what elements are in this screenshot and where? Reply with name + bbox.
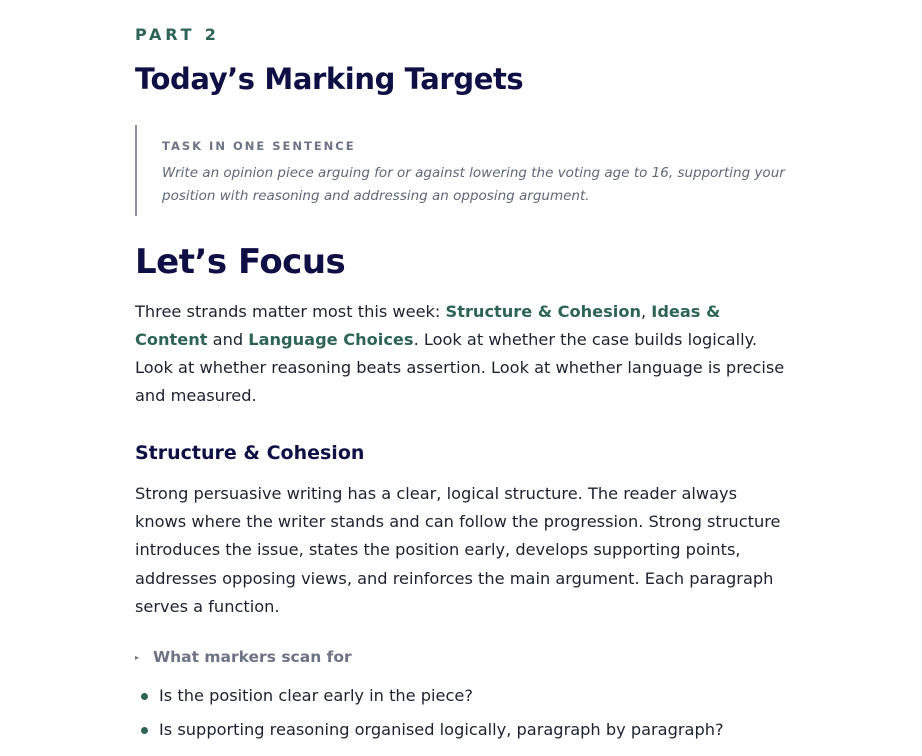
list-item-text: Is supporting reasoning organised logically, paragraph by paragraph? <box>159 720 724 739</box>
markers-list <box>135 682 790 750</box>
focus-intro <box>135 298 790 410</box>
markers-disclosure-toggle[interactable] <box>135 648 352 666</box>
strand-language-choices: Language Choices <box>248 330 414 349</box>
disclosure-label: What markers scan for <box>153 648 352 666</box>
strand-structure-cohesion: Structure & Cohesion <box>445 302 641 321</box>
section-body: Strong persuasive writing has a clear, logical structure. The reader always knows where the writer stands and can follow the progression. Strong structure introduces the issue, states the position early, develops supporting points, addresses opposing views, and reinforces the main argument. Each paragraph serves a function. <box>135 484 781 616</box>
bullet-dot-icon <box>141 727 148 734</box>
task-text: Write an opinion piece arguing for or against lowering the voting age to 16, supporting your position with reasoning and addressing an opposing argument. <box>162 165 785 204</box>
task-callout <box>135 125 792 216</box>
bullet-dot-icon <box>141 693 148 700</box>
intro-suffix: . Look at whether the case builds logically. Look at whether reasoning beats assertion. Look at whether language is precise and measured. <box>135 330 785 405</box>
strand-ideas-content: Ideas & Content <box>135 302 721 349</box>
task-label: TASK IN ONE SENTENCE <box>162 139 356 153</box>
page-title: Today’s Marking Targets <box>135 62 524 96</box>
section-heading: Structure & Cohesion <box>135 442 365 464</box>
intro-prefix: Three strands matter most this week: <box>135 302 446 321</box>
intro-separator: and <box>207 330 249 349</box>
list-item <box>135 716 790 750</box>
part-label: PART 2 <box>135 25 220 44</box>
intro-separator: , <box>641 302 652 321</box>
disclosure-triangle-icon: ▸ <box>135 652 140 662</box>
list-item-text: Is the position clear early in the piece? <box>159 686 473 705</box>
list-item <box>135 682 790 716</box>
focus-heading: Let’s Focus <box>135 242 346 282</box>
